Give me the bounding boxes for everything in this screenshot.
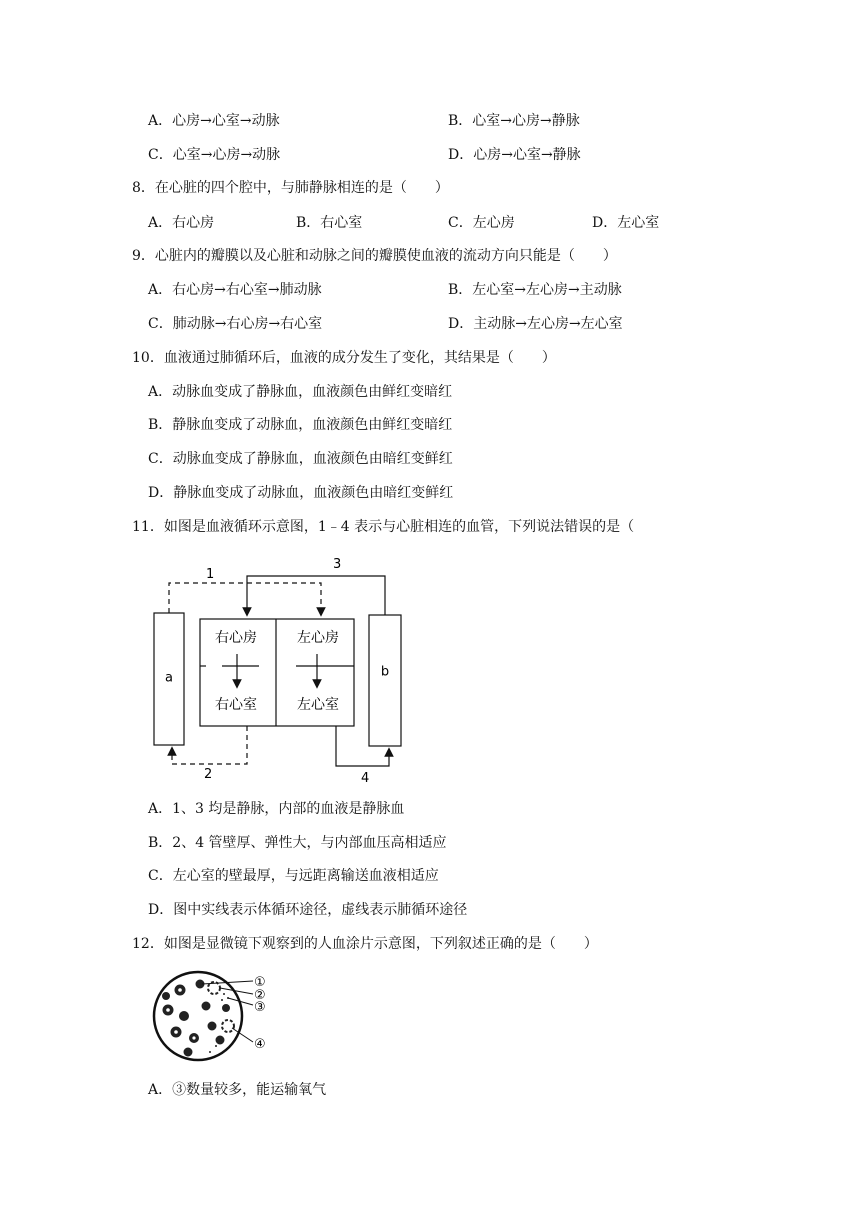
q11-option-a: A．1、3 均是静脉，内部的血液是静脉血 bbox=[148, 801, 405, 817]
marker-1: ① bbox=[254, 975, 266, 990]
q8-option-d: D．左心室 bbox=[592, 215, 660, 231]
q12-stem: 12．如图是显微镜下观察到的人血涂片示意图，下列叙述正确的是（ ） bbox=[132, 936, 598, 952]
organ-a-label: a bbox=[165, 670, 173, 686]
organ-b-label: b bbox=[380, 664, 390, 680]
q7-option-a: A．心房→心室→动脉 bbox=[148, 113, 280, 129]
blood-smear-diagram bbox=[150, 968, 280, 1068]
q9-option-b: B．左心室→左心房→主动脉 bbox=[448, 282, 622, 298]
q10-option-c: C．动脉血变成了静脉血，血液颜色由暗红变鲜红 bbox=[148, 451, 453, 467]
left-ventricle-label: 左心室 bbox=[297, 697, 339, 713]
q11-option-d: D．图中实线表示体循环途径，虚线表示肺循环途径 bbox=[148, 902, 468, 918]
q9-option-a: A．右心房→右心室→肺动脉 bbox=[148, 282, 322, 298]
q11-stem: 11．如图是血液循环示意图，1﹣4 表示与心脏相连的血管，下列说法错误的是（ bbox=[132, 519, 635, 535]
marker-2: ② bbox=[254, 988, 266, 1003]
q10-option-a: A．动脉血变成了静脉血，血液颜色由鲜红变暗红 bbox=[148, 384, 453, 400]
q12-option-a: A．③数量较多，能运输氧气 bbox=[148, 1082, 327, 1098]
q8-option-b: B．右心室 bbox=[296, 215, 363, 231]
q10-option-b: B．静脉血变成了动脉血，血液颜色由鲜红变暗红 bbox=[148, 417, 453, 433]
vessel-1-path bbox=[169, 583, 321, 613]
q8-stem: 8．在心脏的四个腔中，与肺静脉相连的是（ ） bbox=[132, 180, 449, 196]
q7-option-c: C．心室→心房→动脉 bbox=[148, 147, 281, 163]
q8-option-c: C．左心房 bbox=[448, 215, 515, 231]
q8-option-a: A．右心房 bbox=[148, 215, 215, 231]
vessel-3-label: 3 bbox=[333, 557, 342, 572]
vessel-2-label: 2 bbox=[204, 767, 213, 782]
q9-option-d: D．主动脉→左心房→左心室 bbox=[448, 316, 623, 332]
organ-b-box bbox=[369, 615, 401, 746]
q7-option-b: B．心室→心房→静脉 bbox=[448, 113, 580, 129]
right-atrium-label: 右心房 bbox=[215, 630, 257, 646]
circulation-diagram bbox=[140, 550, 420, 790]
q10-option-d: D．静脉血变成了动脉血，血液颜色由暗红变鲜红 bbox=[148, 485, 454, 501]
q9-option-c: C．肺动脉→右心房→右心室 bbox=[148, 316, 323, 332]
q10-stem: 10．血液通过肺循环后，血液的成分发生了变化，其结果是（ ） bbox=[132, 350, 556, 366]
right-ventricle-label: 右心室 bbox=[215, 697, 257, 713]
vessel-3-path bbox=[247, 576, 385, 615]
q11-option-c: C．左心室的壁最厚，与远距离输送血液相适应 bbox=[148, 868, 439, 884]
left-atrium-label: 左心房 bbox=[297, 630, 339, 646]
q9-stem: 9．心脏内的瓣膜以及心脏和动脉之间的瓣膜使血液的流动方向只能是（ ） bbox=[132, 248, 617, 264]
vessel-4-label: 4 bbox=[361, 771, 370, 786]
marker-3: ③ bbox=[254, 1000, 266, 1015]
q7-option-d: D．心房→心室→静脉 bbox=[448, 147, 581, 163]
q11-option-b: B．2、4 管壁厚、弹性大，与内部血压高相适应 bbox=[148, 835, 447, 851]
vessel-1-label: 1 bbox=[206, 567, 215, 582]
marker-4: ④ bbox=[254, 1037, 266, 1052]
